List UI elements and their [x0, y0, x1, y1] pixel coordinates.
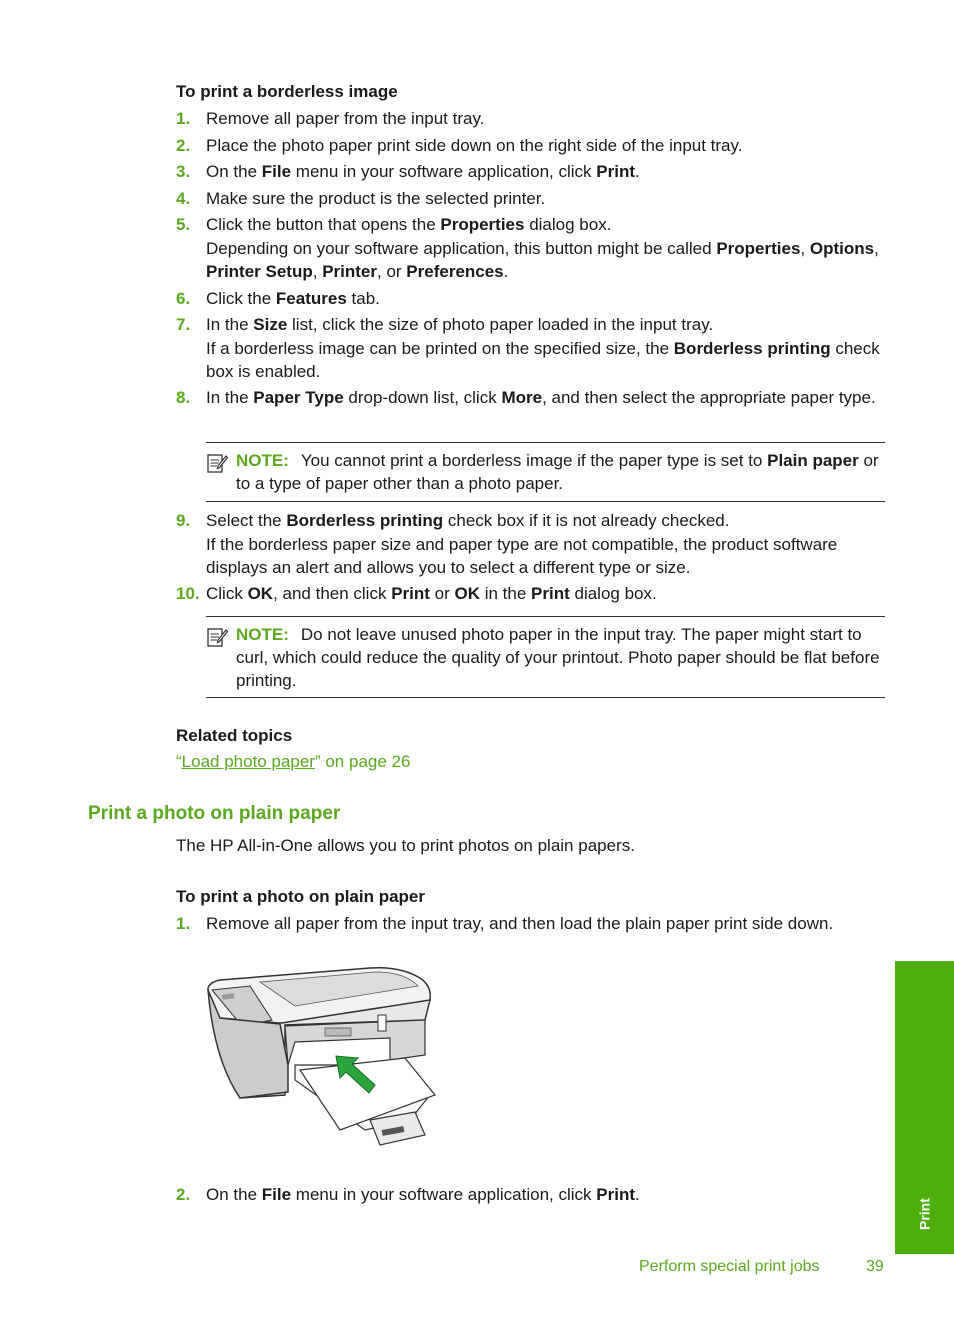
- text-run: Do not leave unused photo paper in the input tray. The paper might start to curl, which could reduce the quality of your printout. Photo paper should be flat before printing.: [236, 625, 880, 690]
- text-run: dialog box.: [569, 584, 657, 603]
- step-number: 6.: [176, 289, 191, 308]
- text-run: , and then select the appropriate paper type.: [542, 388, 876, 407]
- link-page-ref: ” on page 26: [314, 752, 411, 771]
- text-run: If a borderless image can be printed on the specified size, the: [206, 339, 674, 358]
- bold-term: File: [261, 162, 292, 181]
- bold-term: Paper Type: [253, 388, 344, 407]
- bold-term: Size: [253, 315, 288, 334]
- bold-term: More: [501, 388, 543, 407]
- section-title-plain-paper: Print a photo on plain paper: [88, 803, 341, 824]
- text-run: Place the photo paper print side down on the right side of the input tray.: [206, 136, 743, 155]
- bold-term: Print: [596, 1185, 635, 1204]
- text-run: .: [503, 262, 509, 281]
- step-number: 7.: [176, 315, 191, 334]
- note-text: [236, 451, 879, 493]
- bold-term: Features: [275, 289, 347, 308]
- step-text-block: [206, 509, 885, 579]
- step-number: 9.: [176, 511, 191, 530]
- text-run: On the: [206, 1185, 262, 1204]
- bold-term: Borderless printing: [673, 339, 831, 358]
- step-number: 3.: [176, 162, 191, 181]
- bold-term: Print: [391, 584, 430, 603]
- note-body: [236, 623, 885, 692]
- side-tab-label: Print: [916, 1198, 933, 1230]
- step-subtext: [206, 337, 885, 383]
- text-run: ,: [312, 262, 323, 281]
- section-heading-borderless: To print a borderless image: [176, 82, 398, 101]
- bold-term: Plain paper: [767, 451, 859, 470]
- note-label: NOTE:: [236, 451, 289, 470]
- chapter-side-tab: [895, 961, 954, 1254]
- text-run: Make sure the product is the selected printer.: [206, 189, 546, 208]
- bold-term: File: [261, 1185, 292, 1204]
- text-run: ,: [874, 239, 879, 258]
- text-run: Remove all paper from the input tray.: [206, 109, 485, 128]
- text-run: menu in your software application, click: [291, 162, 597, 181]
- section-intro: The HP All-in-One allows you to print photos on plain papers.: [176, 836, 635, 855]
- page-number: 39: [866, 1258, 884, 1275]
- step-number: 2.: [176, 136, 191, 155]
- text-run: Remove all paper from the input tray, and then load the plain paper print side down.: [206, 914, 834, 933]
- step-text: [206, 160, 885, 183]
- text-run: ,: [800, 239, 810, 258]
- step-number: 1.: [176, 914, 191, 933]
- step-text: [206, 509, 885, 532]
- step-text-block: [206, 313, 885, 383]
- text-run: check box if it is not already checked.: [443, 511, 730, 530]
- text-run: tab.: [346, 289, 380, 308]
- text-run: Click the button that opens the: [206, 215, 441, 234]
- step-text: [206, 287, 885, 310]
- text-run: On the: [206, 162, 262, 181]
- step-number: 2.: [176, 1185, 191, 1204]
- footer-section-label: Perform special print jobs: [639, 1258, 820, 1275]
- note-text: [236, 625, 880, 690]
- section-heading-plain-paper: To print a photo on plain paper: [176, 887, 425, 906]
- related-topics-heading: Related topics: [176, 726, 293, 745]
- text-run: Click: [206, 584, 248, 603]
- step-number: 4.: [176, 189, 191, 208]
- text-run: Select the: [206, 511, 287, 530]
- step-text: [206, 213, 885, 236]
- bold-term: Options: [809, 239, 875, 258]
- text-run: , or: [377, 262, 407, 281]
- bold-term: OK: [247, 584, 274, 603]
- related-topic-link[interactable]: [176, 752, 410, 772]
- text-run: In the: [206, 315, 254, 334]
- link-open-quote: “: [176, 752, 182, 771]
- step-text: [206, 187, 885, 210]
- note-box-photo-paper: [206, 616, 885, 698]
- load-photo-paper-link[interactable]: Load photo paper: [181, 752, 315, 771]
- step-subtext: [206, 237, 885, 283]
- step-text: [206, 313, 885, 336]
- step-text: [206, 582, 885, 605]
- bold-term: Print: [531, 584, 570, 603]
- text-run: drop-down list, click: [343, 388, 502, 407]
- text-run: check box is enabled.: [206, 339, 880, 381]
- step-text: [206, 134, 885, 157]
- text-run: or to a type of paper other than a photo paper.: [236, 451, 879, 493]
- text-run: menu in your software application, click: [291, 1185, 597, 1204]
- note-icon: [206, 626, 228, 648]
- text-run: dialog box.: [524, 215, 612, 234]
- text-run: .: [635, 1185, 640, 1204]
- step-text: [206, 107, 885, 130]
- text-run: , and then click: [273, 584, 392, 603]
- bold-term: Preferences: [406, 262, 504, 281]
- bold-term: Properties: [716, 239, 801, 258]
- bold-term: Properties: [440, 215, 525, 234]
- step-number: 10.: [176, 584, 200, 603]
- bold-term: Print: [596, 162, 635, 181]
- text-run: In the: [206, 388, 254, 407]
- note-box-borderless: [206, 442, 885, 502]
- step-number: 8.: [176, 388, 191, 407]
- bold-term: Printer Setup: [206, 262, 313, 281]
- step-text: [206, 1183, 885, 1206]
- text-run: or: [429, 584, 455, 603]
- step-number: 1.: [176, 109, 191, 128]
- step-number: 5.: [176, 215, 191, 234]
- text-run: Click the: [206, 289, 276, 308]
- bold-term: Borderless printing: [286, 511, 444, 530]
- note-label: NOTE:: [236, 625, 289, 644]
- step-subtext: [206, 533, 885, 579]
- bold-term: OK: [454, 584, 480, 603]
- printer-illustration: [200, 960, 445, 1150]
- bold-term: Printer: [322, 262, 377, 281]
- text-run: If the borderless paper size and paper type are not compatible, the product software displays an alert and allows you to select a different type or size.: [206, 535, 838, 577]
- step-text-block: [206, 213, 885, 283]
- note-body: [236, 449, 885, 495]
- step-text: [206, 386, 885, 409]
- text-run: list, click the size of photo paper loaded in the input tray.: [287, 315, 714, 334]
- note-icon: [206, 452, 228, 474]
- text-run: .: [635, 162, 640, 181]
- text-run: in the: [479, 584, 532, 603]
- step-text: [206, 912, 885, 935]
- text-run: You cannot print a borderless image if the paper type is set to: [300, 451, 768, 470]
- text-run: Depending on your software application, this button might be called: [206, 239, 717, 258]
